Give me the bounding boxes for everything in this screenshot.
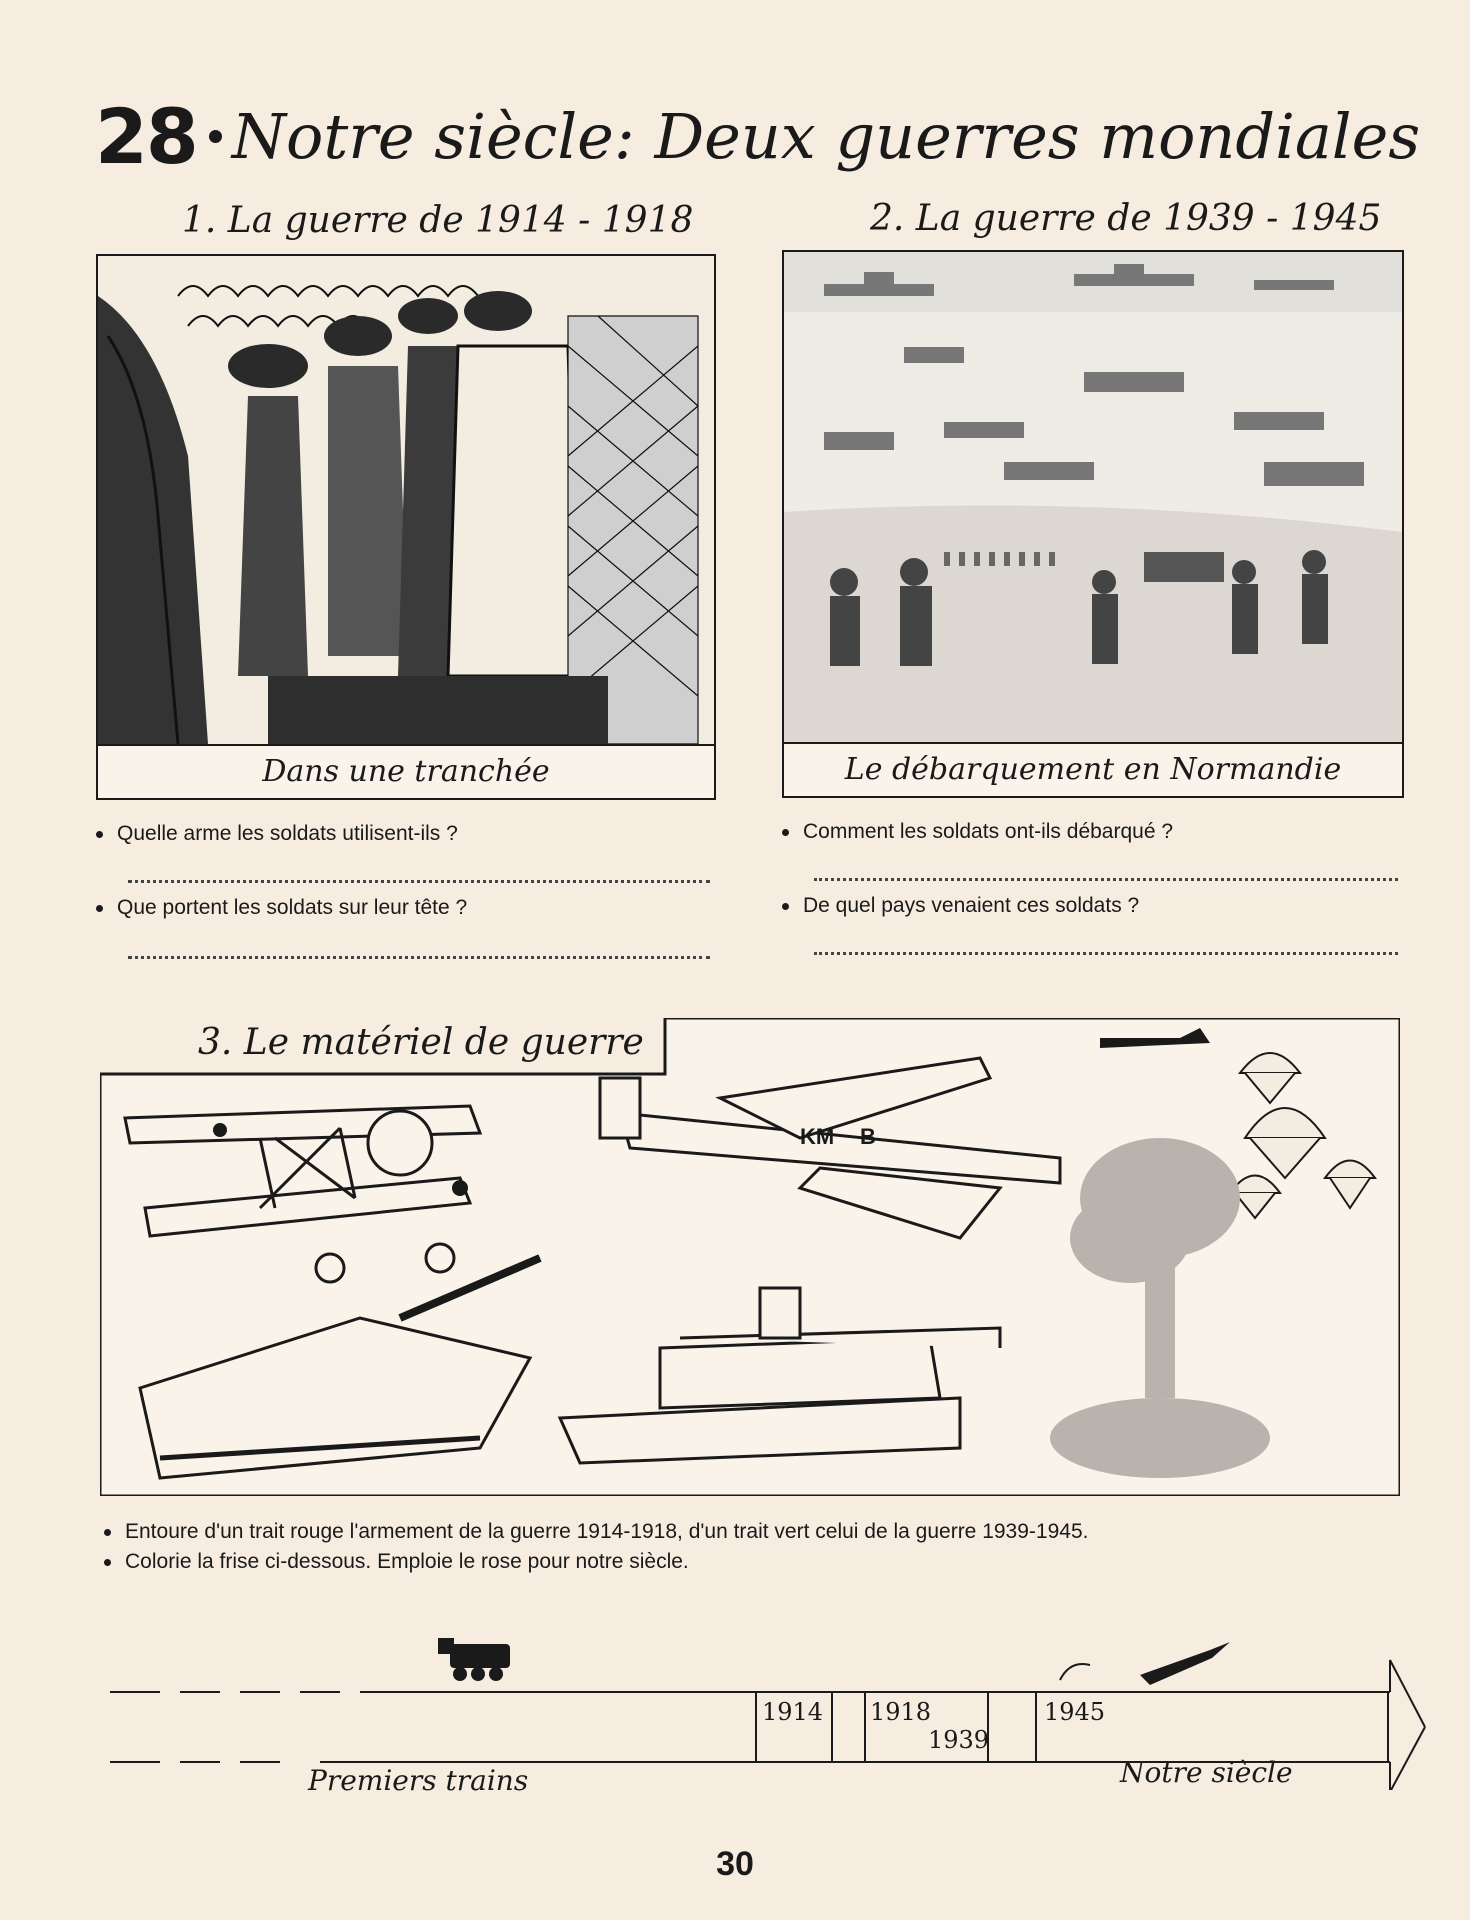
bomber-marking-left: KM	[800, 1124, 835, 1149]
answer-line-1b[interactable]	[128, 956, 710, 959]
landing-illustration-panel	[782, 250, 1404, 798]
trench-caption: Dans une tranchée	[98, 744, 714, 798]
bomber-marking-right: B	[860, 1124, 876, 1149]
page-number: 30	[716, 1845, 754, 1883]
bullet-icon	[96, 831, 103, 838]
page-title	[95, 92, 1421, 181]
timeline-year-1918: 1918	[870, 1698, 932, 1726]
question-1b: Que portent les soldats sur leur tête ?	[96, 896, 467, 920]
answer-line-2a[interactable]	[814, 878, 1398, 881]
instruction-1: Entoure d'un trait rouge l'armement de la guerre 1914-1918, d'un trait vert celui de la guerre 1939-1945.	[104, 1520, 1088, 1544]
question-1a: Quelle arme les soldats utilisent-ils ?	[96, 822, 458, 846]
trench-illustration	[98, 256, 714, 744]
lesson-title: Notre siècle: Deux guerres mondiales	[231, 100, 1421, 173]
section3-heading: 3. Le matériel de guerre	[198, 1022, 644, 1063]
timeline-year-1914: 1914	[762, 1698, 824, 1726]
instruction-2: Colorie la frise ci-dessous. Emploie le rose pour notre siècle.	[104, 1550, 689, 1574]
normandy-landing-illustration	[784, 252, 1402, 742]
question-2a: Comment les soldats ont-ils débarqué ?	[782, 820, 1173, 844]
bullet-icon	[104, 1529, 111, 1536]
bullet-icon	[782, 829, 789, 836]
title-dot	[209, 130, 222, 143]
trench-illustration-panel	[96, 254, 716, 800]
answer-line-2b[interactable]	[814, 952, 1398, 955]
section2-heading: 2. La guerre de 1939 - 1945	[870, 198, 1382, 239]
timeline-label-century: Notre siècle	[1120, 1756, 1293, 1789]
bullet-icon	[782, 903, 789, 910]
steam-train-icon	[438, 1638, 510, 1681]
bullet-icon	[104, 1559, 111, 1566]
answer-line-1a[interactable]	[128, 880, 710, 883]
timeline-year-1945: 1945	[1044, 1698, 1106, 1726]
war-equipment-panel	[100, 1018, 1400, 1496]
question-2b: De quel pays venaient ces soldats ?	[782, 894, 1139, 918]
bullet-icon	[96, 905, 103, 912]
timeline-year-1939: 1939	[928, 1726, 990, 1754]
timeline-label-trains: Premiers trains	[308, 1764, 529, 1797]
rocket-icon	[1060, 1642, 1230, 1685]
war-equipment-illustration	[100, 1018, 1400, 1496]
landing-caption: Le débarquement en Normandie	[784, 742, 1402, 796]
lesson-number: 28	[95, 92, 197, 181]
section1-heading: 1. La guerre de 1914 - 1918	[182, 200, 694, 241]
